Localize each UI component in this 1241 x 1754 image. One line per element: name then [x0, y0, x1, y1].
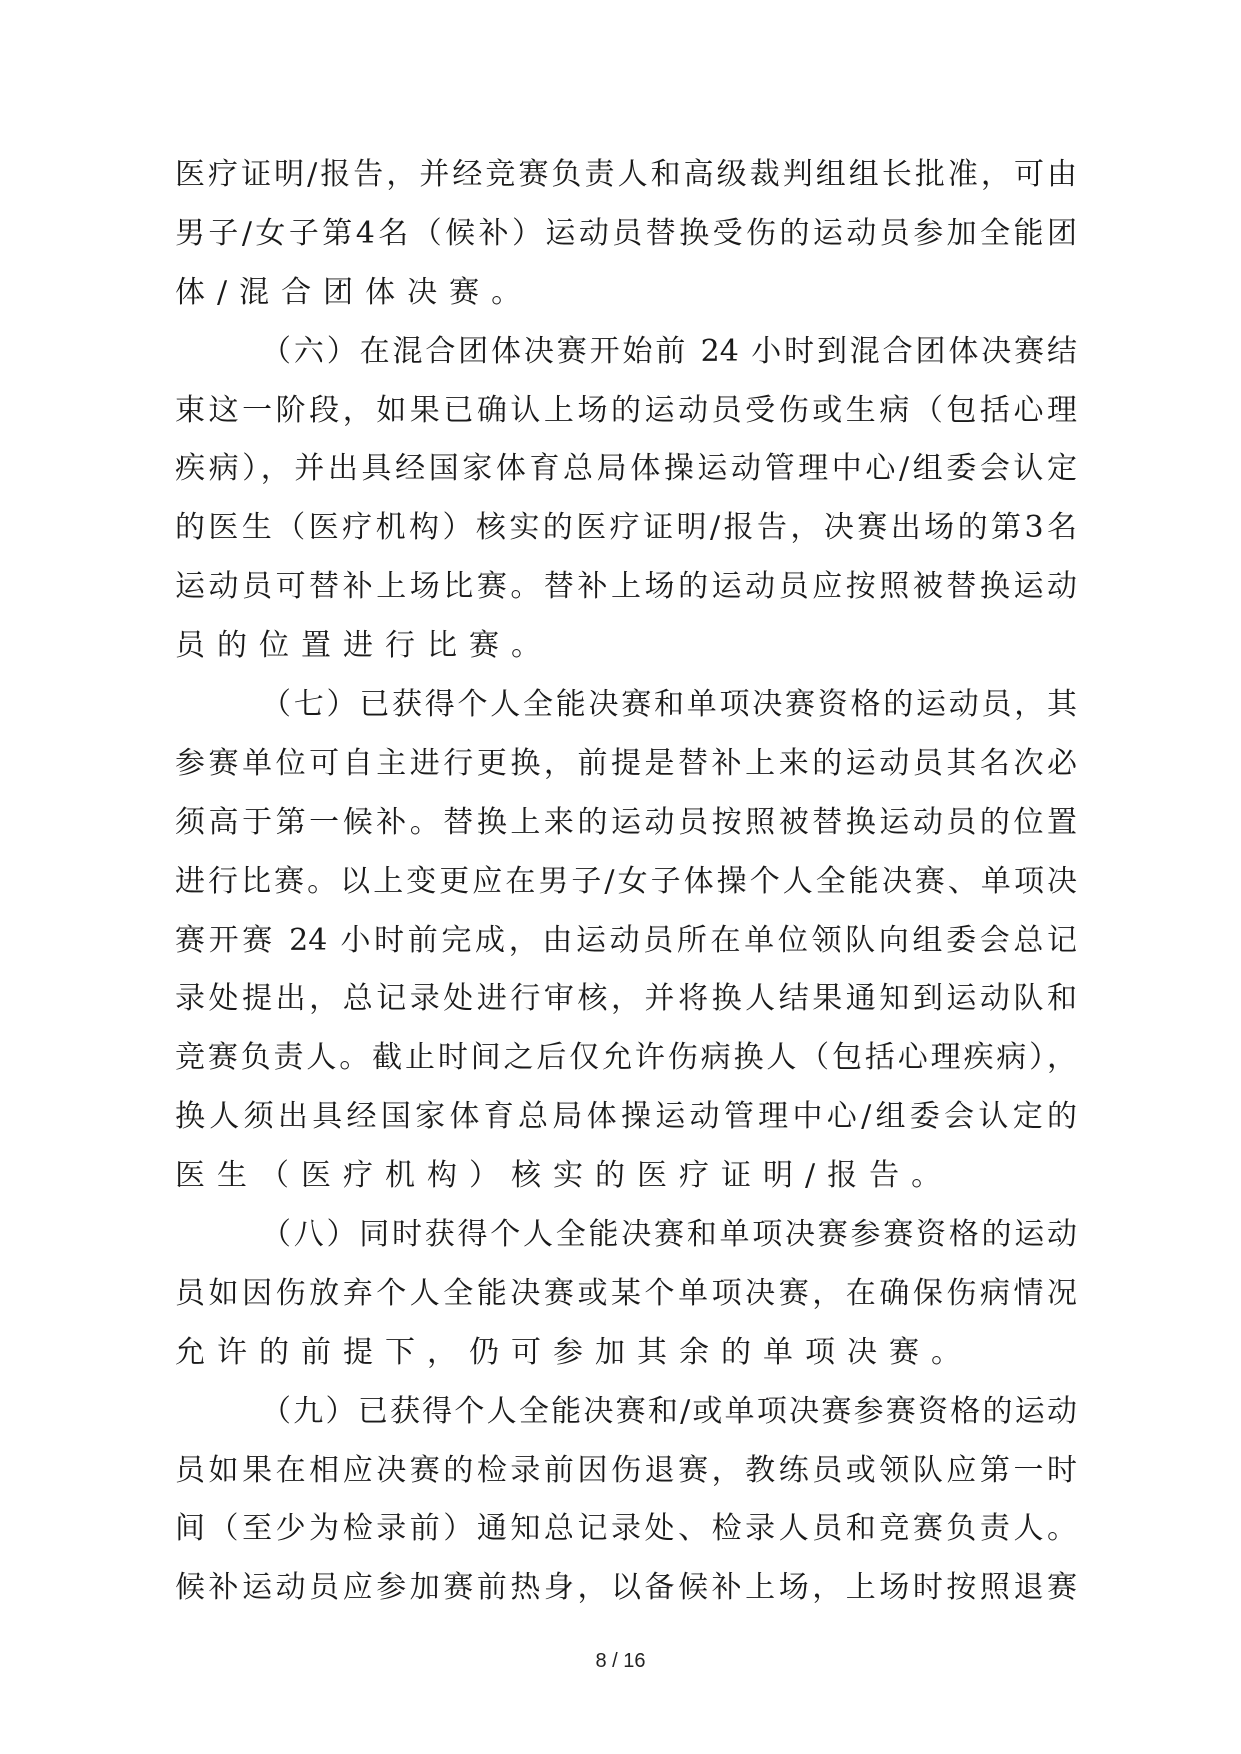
text-line: 须高于第一候补。替换上来的运动员按照被替换运动员的位置 [175, 804, 1077, 840]
text-line: 员如因伤放弃个人全能决赛或某个单项决赛，在确保伤病情况 [175, 1275, 1077, 1311]
text-line: 运动员可替补上场比赛。替补上场的运动员应按照被替换运动 [175, 569, 1077, 605]
text-line: 赛开赛 24 小时前完成，由运动员所在单位领队向组委会总记 [175, 922, 1077, 958]
text-line: 参赛单位可自主进行更换，前提是替补上来的运动员其名次必 [175, 745, 1077, 781]
text-line: 男子/女子第4名（候补）运动员替换受伤的运动员参加全能团 [175, 215, 1077, 251]
text-line: （六）在混合团体决赛开始前 24 小时到混合团体决赛结 [261, 333, 1077, 369]
text-line: 录处提出，总记录处进行审核，并将换人结果通知到运动队和 [175, 981, 1077, 1017]
text-line: 体/混合团体决赛。 [175, 274, 534, 310]
text-line: 医疗证明/报告，并经竞赛负责人和高级裁判组组长批准，可由 [175, 157, 1077, 192]
text-line: 疾病），并出具经国家体育总局体操运动管理中心/组委会认定 [175, 451, 1077, 487]
page-number: 8 / 16 [595, 1650, 646, 1672]
text-line: 员如果在相应决赛的检录前因伤退赛，教练员或领队应第一时 [175, 1452, 1077, 1488]
text-line: 员的位置进行比赛。 [175, 628, 553, 664]
text-line: 允许的前提下，仍可参加其余的单项决赛。 [175, 1334, 973, 1370]
text-line: 竞赛负责人。截止时间之后仅允许伤病换人（包括心理疾病）， [175, 1040, 1077, 1076]
document-body [175, 146, 1077, 1618]
text-line: 间（至少为检录前）通知总记录处、检录人员和竞赛负责人。 [175, 1511, 1077, 1547]
paragraph [175, 323, 1077, 676]
paragraph [175, 146, 1077, 323]
text-line: 的医生（医疗机构）核实的医疗证明/报告，决赛出场的第3名 [175, 510, 1077, 546]
text-line: 候补运动员应参加赛前热身，以备候补上场，上场时按照退赛 [175, 1570, 1077, 1606]
text-line: 束这一阶段，如果已确认上场的运动员受伤或生病（包括心理 [175, 392, 1077, 428]
text-line: 进行比赛。以上变更应在男子/女子体操个人全能决赛、单项决 [175, 863, 1077, 899]
text-line: （八）同时获得个人全能决赛和单项决赛参赛资格的运动 [261, 1217, 1077, 1253]
paragraph [175, 1383, 1077, 1619]
text-line: （七）已获得个人全能决赛和单项决赛资格的运动员，其 [261, 687, 1077, 723]
text-line: 换人须出具经国家体育总局体操运动管理中心/组委会认定的 [175, 1099, 1077, 1135]
paragraph [175, 676, 1077, 1206]
text-line: 医生（医疗机构）核实的医疗证明/报告。 [175, 1158, 954, 1194]
text-line: （九）已获得个人全能决赛和/或单项决赛参赛资格的运动 [261, 1393, 1077, 1429]
paragraph [175, 1206, 1077, 1383]
